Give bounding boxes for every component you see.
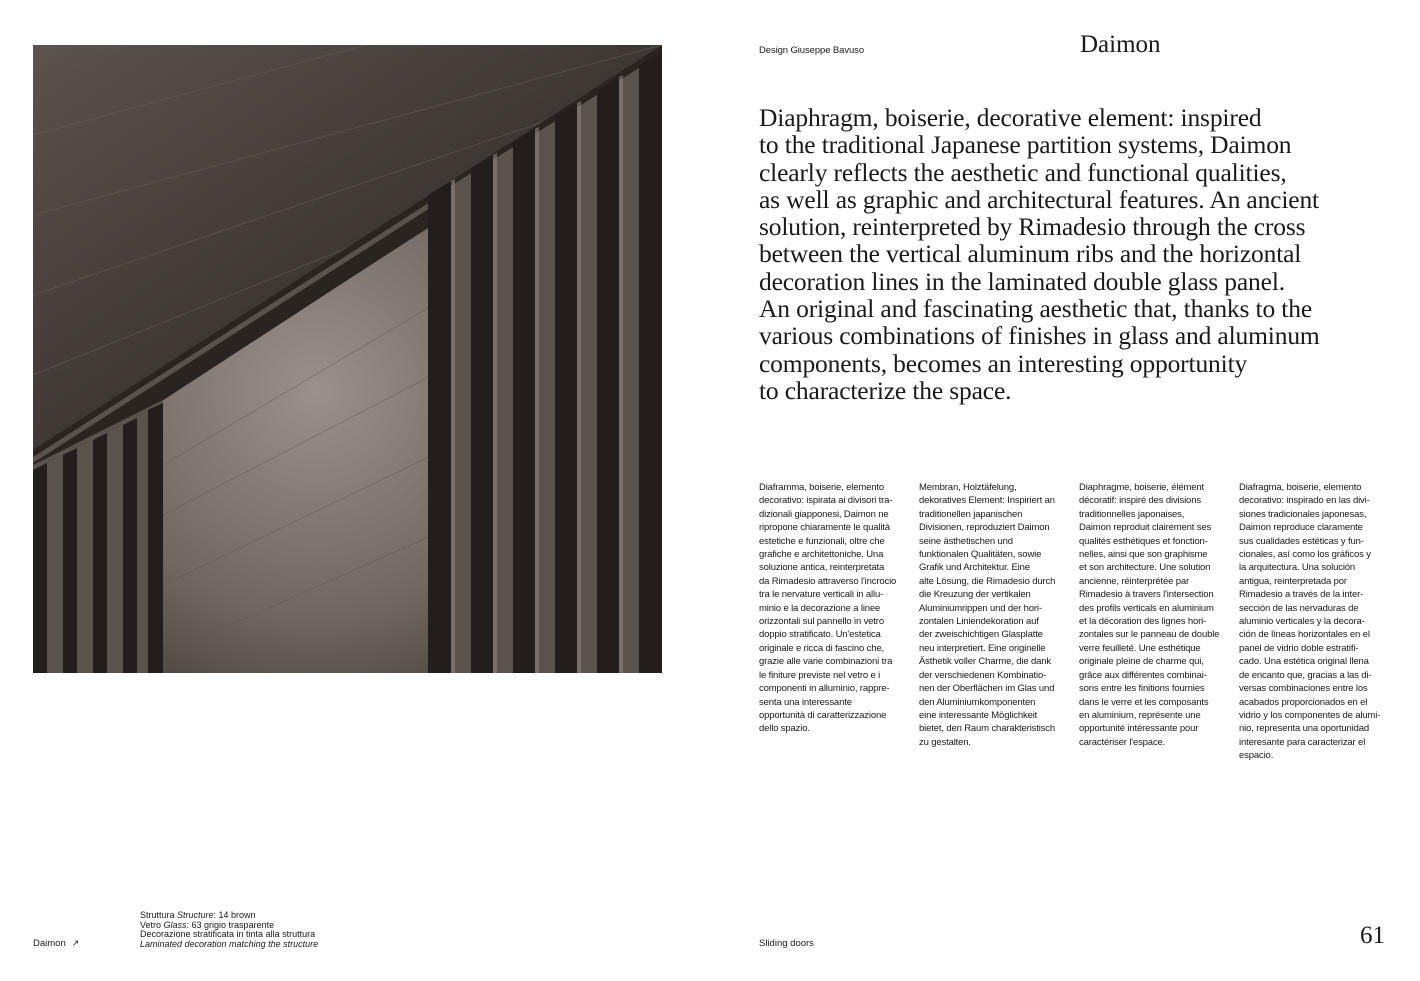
lead-line: An original and fascinating aesthetic that, thanks to the: [759, 294, 1312, 324]
column-line: sección de las nervaduras de: [1239, 602, 1359, 614]
column-line: tra le nervature verticali in allu-: [759, 589, 884, 601]
lead-line: solution, reinterpreted by Rimadesio through the cross: [759, 212, 1306, 242]
column-line: et la décoration des lignes hori-: [1079, 616, 1207, 628]
column-line: die Kreuzung der vertikalen: [919, 589, 1031, 601]
footer-product-link[interactable]: [33, 938, 79, 949]
lead-line: as well as graphic and architectural features. An ancient: [759, 184, 1319, 214]
column-line: nio, representa una oportunidad: [1239, 723, 1370, 735]
column-line: decorativo: inspirado en las divi-: [1239, 495, 1370, 507]
spec-decoration-it: Decorazione stratificata in tinta alla struttura: [140, 929, 316, 940]
column-line: den Aluminiumkomponenten: [919, 696, 1036, 708]
column-line: opportunité intéressante pour: [1079, 723, 1199, 735]
column-line: cado. Una estética original llena: [1239, 656, 1369, 668]
column-line: alte Lösung, die Rimadesio durch: [919, 575, 1056, 587]
lead-line: to the traditional Japanese partition systems, Daimon: [759, 130, 1292, 160]
column-line: decorativo: ispirata ai divisori tra-: [759, 495, 893, 507]
column-line: qualités esthétiques et fonction-: [1079, 535, 1208, 547]
column-line: grâce aux différentes combinai-: [1079, 669, 1207, 681]
product-photo: [33, 45, 662, 673]
column-line: componenti in alluminio, rappre-: [759, 683, 890, 695]
column-line: ripropone chiaramente le qualità: [759, 522, 890, 534]
column-line: grafiche e architettoniche. Una: [759, 549, 884, 561]
column-line: funktionalen Qualitäten, sowie: [919, 549, 1042, 561]
column-line: en aluminium, représente une: [1079, 709, 1201, 721]
column-line: originale pleine de charme qui,: [1079, 656, 1204, 668]
lead-line: clearly reflects the aesthetic and functional qualities,: [759, 157, 1287, 187]
column-line: vidrio y los componentes de alumi-: [1239, 709, 1381, 721]
column-line: Divisionen, reproduziert Daimon: [919, 522, 1050, 534]
column-line: estetiche e funzionali, oltre che: [759, 535, 885, 547]
column-line: aluminio verticales y la decora-: [1239, 616, 1365, 628]
column-line: des profils verticals en aluminium: [1079, 602, 1214, 614]
column-line: décoratif: inspiré des divisions: [1079, 495, 1201, 507]
lead-line: decoration lines in the laminated double glass panel.: [759, 266, 1285, 296]
column-line: opportunità di caratterizzazione: [759, 709, 887, 721]
spanish-column: [1239, 481, 1389, 763]
column-line: zontales sur le panneau de double: [1079, 629, 1220, 641]
column-line: orizzontali sul pannello in vetro: [759, 616, 884, 628]
column-line: Rimadesio a través de la inter-: [1239, 589, 1364, 601]
column-line: Diafragma, boiserie, elemento: [1239, 482, 1362, 493]
column-line: Daimon reproduit clairement ses: [1079, 522, 1212, 534]
lead-paragraph: [759, 104, 1399, 404]
column-line: originale e ricca di fascino che,: [759, 642, 884, 654]
column-line: dekoratives Element: Inspiriert an: [919, 495, 1055, 507]
column-line: neu interpretiert. Eine originelle: [919, 642, 1046, 654]
spec-glass: Vetro Glass: 63 grigio trasparente: [140, 919, 275, 930]
column-line: Rimadesio à travers l'intersection: [1079, 589, 1214, 601]
page-title: Daimon: [1080, 31, 1161, 58]
column-line: eine interessante Möglichkeit: [919, 709, 1038, 721]
french-column: [1079, 481, 1229, 749]
column-line: la arquitectura. Una solución: [1239, 562, 1356, 574]
column-line: bietet, den Raum charakteristisch: [919, 723, 1056, 735]
column-line: da Rimadesio attraverso l'incrocio: [759, 575, 897, 587]
column-line: acabados proporcionados en el: [1239, 696, 1368, 708]
column-line: verre feuilleté. Une esthétique: [1079, 642, 1201, 654]
column-line: Membran, Holztäfelung,: [919, 482, 1017, 493]
column-line: doppio stratificato. Un'estetica: [759, 629, 881, 641]
column-line: siones tradicionales japonesas,: [1239, 508, 1367, 520]
column-line: seine ästhetischen und: [919, 535, 1013, 547]
column-line: senta una interessante: [759, 696, 852, 708]
german-column: [919, 481, 1069, 749]
arrow-up-right-icon: ↗: [71, 938, 80, 948]
column-line: panel de vidrio doble estratifi-: [1239, 642, 1359, 654]
lead-line: Diaphragm, boiserie, decorative element: inspired: [759, 103, 1262, 132]
column-line: de encanto que, gracias a las di-: [1239, 669, 1372, 681]
column-line: dans le verre et les composants: [1079, 696, 1209, 708]
spec-decoration-en: Laminated decoration matching the structure: [140, 938, 319, 949]
column-line: interesante para caracterizar el: [1239, 736, 1366, 748]
column-line: le finiture previste nel vetro e i: [759, 669, 881, 681]
column-line: sons entre les finitions fournies: [1079, 683, 1205, 695]
column-line: Grafik und Architektur. Eine: [919, 562, 1030, 574]
column-line: traditionellen japanischen: [919, 508, 1023, 520]
column-line: ción de líneas horizontales en el: [1239, 629, 1370, 641]
column-line: caractériser l'espace.: [1079, 736, 1166, 748]
column-line: Ästhetik voller Charme, die dank: [919, 656, 1051, 668]
lead-line: to characterize the space.: [759, 375, 1012, 405]
lead-line: components, becomes an interesting opportunity: [759, 348, 1248, 378]
column-line: versas combinaciones entre los: [1239, 683, 1368, 695]
column-line: grazie alle varie combinazioni tra: [759, 656, 893, 668]
section-label: Sliding doors: [759, 938, 814, 949]
page-number: 61: [1360, 922, 1385, 949]
column-line: Diaphragme, boiserie, élément: [1079, 482, 1205, 493]
column-line: nelles, ainsi que son graphisme: [1079, 549, 1208, 561]
designer-credit: Design Giuseppe Bavuso: [759, 45, 865, 56]
column-line: cionales, así como los gráficos y: [1239, 549, 1371, 561]
column-line: Aluminiumrippen und der hori-: [919, 602, 1042, 614]
lead-line: between the vertical aluminum ribs and the horizontal: [759, 239, 1302, 269]
spec-structure: Struttura Structure: 14 brown: [140, 910, 256, 920]
column-line: zontalen Liniendekoration auf: [919, 616, 1039, 628]
column-line: der zweischichtigen Glasplatte: [919, 629, 1043, 641]
sliding-door-illustration: [33, 45, 662, 673]
column-line: Diaframma, boiserie, elemento: [759, 482, 885, 493]
column-line: ancienne, réinterprétée par: [1079, 575, 1190, 587]
column-line: dizionali giapponesi, Daimon ne: [759, 508, 889, 520]
column-line: antigua, reinterpretada por: [1239, 575, 1347, 587]
column-line: zu gestalten.: [919, 736, 971, 748]
italian-column: [759, 481, 909, 736]
column-line: soluzione antica, reinterpretata: [759, 562, 885, 574]
column-line: minio e la decorazione a linee: [759, 602, 881, 614]
column-line: dello spazio.: [759, 723, 810, 735]
lead-line: various combinations of finishes in glass and aluminum: [759, 321, 1320, 351]
column-line: Daimon reproduce claramente: [1239, 522, 1363, 534]
column-line: sus cualidades estéticas y fun-: [1239, 535, 1364, 547]
footer-product-label: Daimon: [33, 938, 66, 949]
column-line: traditionnelles japonaises,: [1079, 508, 1185, 520]
column-line: espacio.: [1239, 750, 1274, 762]
column-line: der verschiedenen Kombinatio-: [919, 669, 1047, 681]
column-line: nen der Oberflächen im Glas und: [919, 683, 1055, 695]
finish-specification: [140, 911, 318, 949]
column-line: et son architecture. Une solution: [1079, 562, 1211, 574]
